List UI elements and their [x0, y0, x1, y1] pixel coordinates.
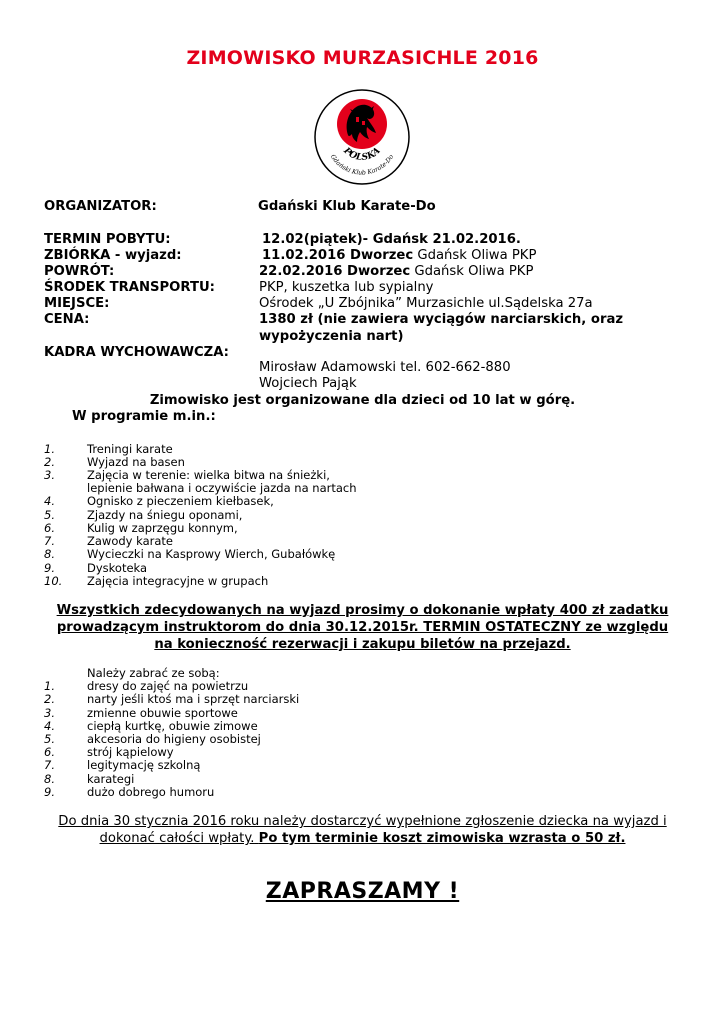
- place-value: Ośrodek „U Zbójnika” Murzasichle ul.Sądelska 27a: [259, 296, 593, 311]
- organizer-label: ORGANIZATOR:: [44, 199, 157, 214]
- program-item: Dyskoteka: [87, 561, 148, 575]
- list-item-number: 9.: [44, 785, 55, 799]
- gathering-place: Gdańsk Oliwa PKP: [413, 248, 537, 263]
- program-item: Ognisko z pieczeniem kiełbasek,: [87, 494, 274, 508]
- price-value-line2: wypożyczenia nart): [259, 329, 404, 344]
- list-item-number: 5.: [44, 508, 55, 522]
- list-item-number: 6.: [44, 521, 55, 535]
- gathering-label: ZBIÓRKA - wyjazd:: [44, 248, 182, 263]
- transport-value: PKP, kuszetka lub sypialny: [259, 280, 434, 295]
- packing-item: dresy do zajęć na powietrzu: [87, 679, 249, 693]
- karate-club-logo-icon: [312, 87, 412, 187]
- program-item: Zjazdy na śniegu oponami,: [87, 508, 243, 522]
- packing-item: legitymację szkolną: [87, 758, 201, 772]
- program-item: Zawody karate: [87, 534, 173, 548]
- staff-member: Wojciech Pająk: [259, 376, 357, 391]
- payment-notice-line: prowadzącym instruktorom do dnia 30.12.2015r. TERMIN OSTATECZNY ze względu: [56, 620, 669, 635]
- program-item: Wyjazd na basen: [87, 455, 185, 469]
- packing-item: ciepłą kurtkę, obuwie zimowe: [87, 719, 258, 733]
- club-logo: [312, 87, 412, 187]
- price-value-line1: 1380 zł (nie zawiera wyciągów narciarskich, oraz: [259, 312, 624, 327]
- program-item: Wycieczki na Kasprowy Wierch, Gubałówkę: [87, 547, 336, 561]
- list-item-number: 8.: [44, 547, 55, 561]
- organizer-value: Gdański Klub Karate-Do: [258, 199, 436, 214]
- program-item-continued: lepienie bałwana i oczywiście jazda na nartach: [87, 481, 357, 495]
- invite-heading: ZAPRASZAMY !: [265, 879, 460, 904]
- transport-label: ŚRODEK TRANSPORTU:: [44, 280, 215, 295]
- deadline-notice-line2: [0, 830, 725, 847]
- program-heading: W programie m.in.:: [72, 409, 216, 424]
- return-value: [259, 264, 533, 279]
- list-item-number: 7.: [44, 534, 55, 548]
- list-item-number: 3.: [44, 468, 55, 482]
- page-title: ZIMOWISKO MURZASICHLE 2016: [186, 47, 539, 69]
- program-item: Zajęcia integracyjne w grupach: [87, 574, 269, 588]
- program-item: Kulig w zaprzęgu konnym,: [87, 521, 238, 535]
- gathering-date: 11.02.2016 Dworzec: [262, 248, 414, 263]
- gathering-value: [262, 248, 536, 263]
- list-item-number: 8.: [44, 772, 55, 786]
- return-place: Gdańsk Oliwa PKP: [410, 264, 534, 279]
- packing-item: akcesoria do higieny osobistej: [87, 732, 261, 746]
- list-item-number: 4.: [44, 494, 55, 508]
- place-label: MIEJSCE:: [44, 296, 110, 311]
- list-item-number: 1.: [44, 442, 55, 456]
- staff-label: KADRA WYCHOWAWCZA:: [44, 345, 229, 360]
- packing-item: karategi: [87, 772, 135, 786]
- deadline-notice-line: Do dnia 30 stycznia 2016 roku należy dostarczyć wypełnione zgłoszenie dziecka na wyjazd i: [58, 814, 667, 829]
- payment-notice-line: Wszystkich zdecydowanych na wyjazd prosimy o dokonanie wpłaty 400 zł zadatku: [56, 603, 669, 618]
- logo-top-text: POLSKA: [341, 146, 383, 163]
- return-date: 22.02.2016 Dworzec: [259, 264, 411, 279]
- list-item-number: 1.: [44, 679, 55, 693]
- program-item: Treningi karate: [87, 442, 173, 456]
- term-value: 12.02(piątek)- Gdańsk 21.02.2016.: [262, 232, 521, 247]
- term-label: TERMIN POBYTU:: [44, 232, 171, 247]
- list-item-number: 10.: [44, 574, 63, 588]
- logo-bottom-text: Gdański Klub Karate-Do: [328, 153, 396, 177]
- deadline-notice-warning: Po tym terminie koszt zimowiska wzrasta o 50 zł.: [258, 831, 626, 846]
- packing-item: zmienne obuwie sportowe: [87, 706, 238, 720]
- packing-item: dużo dobrego humoru: [87, 785, 215, 799]
- age-note: Zimowisko jest organizowane dla dzieci od 10 lat w górę.: [149, 393, 576, 408]
- list-item-number: 5.: [44, 732, 55, 746]
- staff-member: Mirosław Adamowski tel. 602-662-880: [259, 360, 511, 375]
- list-item-number: 9.: [44, 561, 55, 575]
- return-label: POWRÓT:: [44, 264, 115, 279]
- packing-heading: Należy zabrać ze sobą:: [87, 666, 220, 680]
- list-item-number: 3.: [44, 706, 55, 720]
- list-item-number: 6.: [44, 745, 55, 759]
- payment-notice-line: na konieczność rezerwacji i zakupu biletów na przejazd.: [154, 637, 571, 652]
- deadline-notice-text: dokonać całości wpłaty.: [99, 831, 255, 846]
- list-item-number: 2.: [44, 692, 55, 706]
- packing-item: narty jeśli ktoś ma i sprzęt narciarski: [87, 692, 300, 706]
- price-label: CENA:: [44, 312, 90, 327]
- program-item: Zajęcia w terenie: wielka bitwa na śnieżki,: [87, 468, 330, 482]
- list-item-number: 2.: [44, 455, 55, 469]
- packing-item: strój kąpielowy: [87, 745, 174, 759]
- list-item-number: 7.: [44, 758, 55, 772]
- list-item-number: 4.: [44, 719, 55, 733]
